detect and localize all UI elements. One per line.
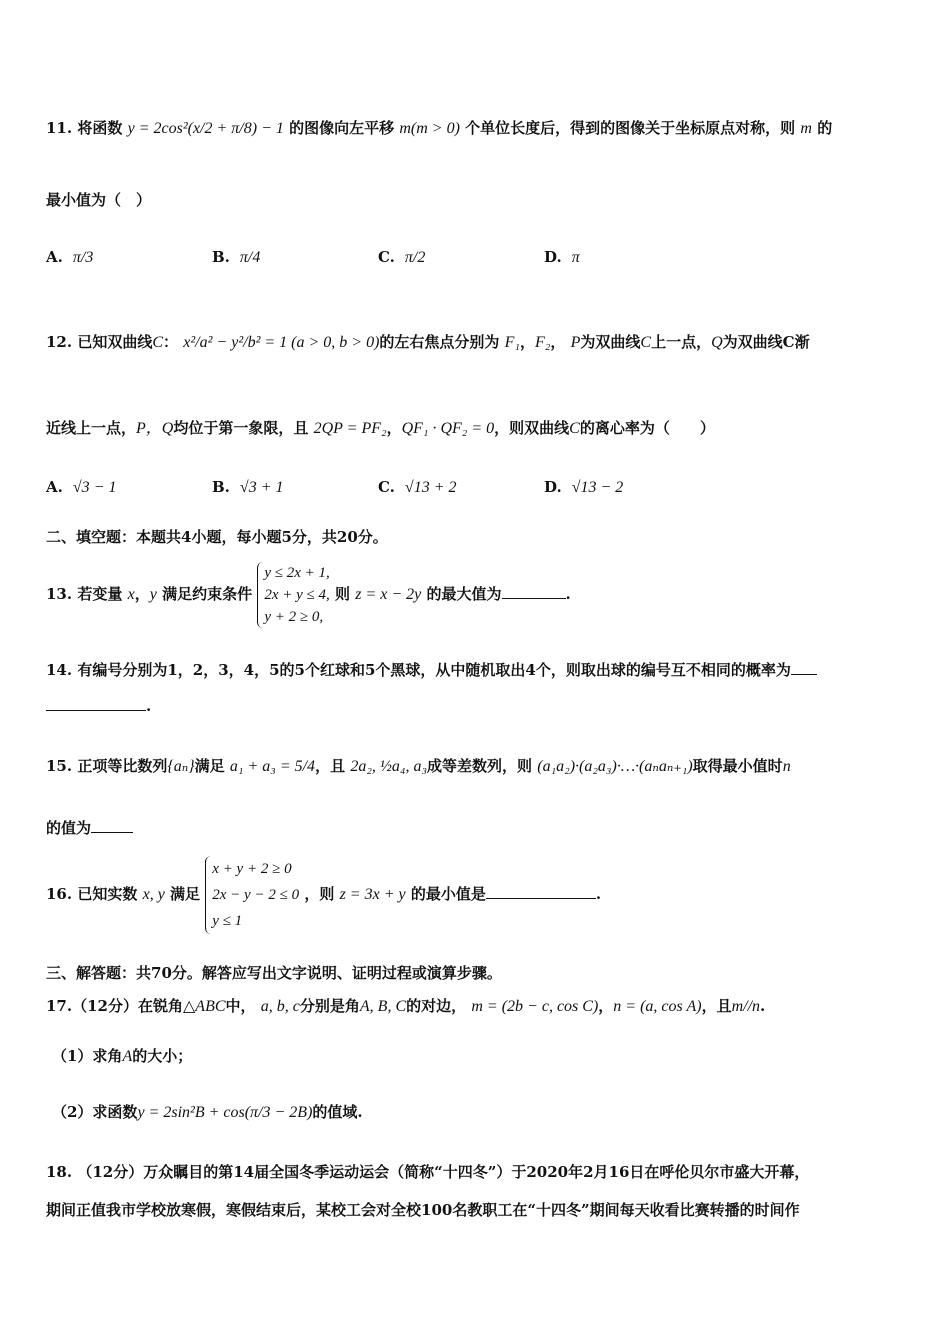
q17-part2: （2）求函数y = 2sin²B + cos(π/3 − 2B)的值域.: [52, 1103, 363, 1121]
q12-line2: 近线上一点，P，Q均位于第一象限，且 2QP = PF₂，QF₁ · QF₂ = 0，则双曲线C的离心率为（ ）: [46, 419, 715, 437]
q15-line1: 15. 正项等比数列{aₙ}满足 a₁ + a₃ = 5/4，且 2a₂, ½a₄, a₃成等差数列，则 (a₁a₂)·(a₂a₃)·…·(aₙaₙ₊₁)取得最小值时n: [46, 757, 791, 775]
q14-line1: 14. 有编号分别为1，2，3，4，5的5个红球和5个黑球，从中随机取出4个，则取出球的编号互不相同的概率为: [46, 660, 904, 680]
q18-line2: 期间正值我市学校放寒假，寒假结束后，某校工会对全校100名教职工在“十四冬”期间每天收看比赛转播的时间作: [46, 1201, 800, 1219]
q11-line1: 11. 将函数 y = 2cos²(x/2 + π/8) − 1 的图像向左平移 m(m > 0) 个单位长度后，得到的图像关于坐标原点对称，则 m 的: [46, 119, 833, 137]
section-solutions: 三、解答题：共70分。解答应写出文字说明、证明过程或演算步骤。: [46, 964, 502, 982]
q17-part1: （1）求角A的大小；: [52, 1047, 193, 1065]
q13-constraints: y ≤ 2x + 1, 2x + y ≤ 4, y + 2 ≥ 0,: [257, 562, 329, 628]
q12-hyperbola: x²/a² − y²/b² = 1 (a > 0, b > 0): [183, 334, 380, 351]
q15-line2: 的值为: [46, 818, 904, 838]
q12-option-b[interactable]: B. √3 + 1: [212, 478, 284, 496]
q11-option-d[interactable]: D. π: [544, 248, 580, 266]
q17-line1: 17.（12分）在锐角△ABC中， a, b, c分别是角A, B, C的对边， m = (2b − c, cos C)，n = (a, cos A)，且m//n.: [46, 997, 766, 1015]
q16-line: 16. 已知实数 x, y 满足 x + y + 2 ≥ 0 2x − y − 2 ≤ 0 y ≤ 1 ，则 z = 3x + y 的最小值是 .: [46, 852, 904, 936]
q14-answer-blank-b[interactable]: [46, 696, 146, 711]
section-fill-in: 二、填空题：本题共4小题，每小题5分，共20分。: [46, 528, 388, 546]
q13-line: 13. 若变量 x，y 满足约束条件 y ≤ 2x + 1, 2x + y ≤ 4, y + 2 ≥ 0, 则 z = x − 2y 的最大值为 .: [46, 556, 904, 632]
q14-line2: .: [46, 696, 904, 716]
q11-line2: 最小值为（ ）: [46, 191, 152, 209]
q15-answer-blank[interactable]: [91, 818, 133, 833]
q16-constraints: x + y + 2 ≥ 0 2x − y − 2 ≤ 0 y ≤ 1: [205, 856, 299, 934]
q12-option-c[interactable]: C. √13 + 2: [378, 478, 457, 496]
q12-number: 12.: [46, 333, 73, 351]
q11-option-c[interactable]: C. π/2: [378, 248, 426, 266]
q11-function: y = 2cos²(x/2 + π/8) − 1: [127, 120, 284, 137]
q11-option-a[interactable]: A. π/3: [46, 248, 94, 266]
q18-line1: 18. （12分）万众瞩目的第14届全国冬季运动运会（简称“十四冬”）于2020年2月16日在呼伦贝尔市盛大开幕，: [46, 1163, 810, 1181]
q16-answer-blank[interactable]: [486, 884, 596, 899]
q12-option-a[interactable]: A. √3 − 1: [46, 478, 117, 496]
q13-answer-blank[interactable]: [502, 584, 566, 599]
q12-option-d[interactable]: D. √13 − 2: [544, 478, 624, 496]
q12-line1: 12. 已知双曲线C： x²/a² − y²/b² = 1 (a > 0, b > 0)的左右焦点分别为 F₁，F₂， P为双曲线C上一点，Q为双曲线C渐: [46, 333, 810, 351]
q14-answer-blank-a[interactable]: [791, 660, 817, 675]
q11-option-b[interactable]: B. π/4: [212, 248, 261, 266]
q11-number: 11.: [46, 119, 73, 137]
